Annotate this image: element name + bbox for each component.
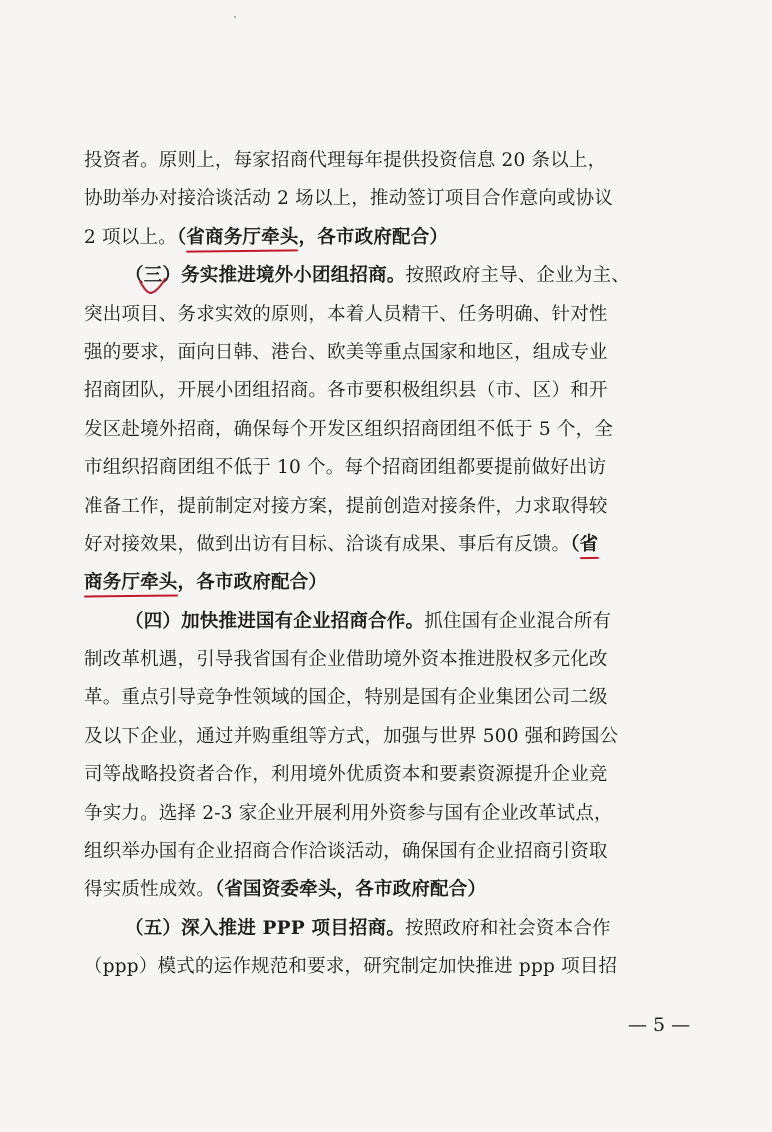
text-segment: 司等战略投资者合作，利用境外优质资本和要素资源提升企业竞 <box>84 764 608 786</box>
document-body <box>84 142 684 987</box>
text-segment: ，各市政府配合） <box>298 226 449 248</box>
text-segment: 按照政府和社会资本合作 <box>405 917 611 939</box>
text-line <box>84 564 684 602</box>
red-underlined-text: 商务厅牵头 <box>84 572 178 594</box>
text-segment: （ <box>176 226 187 248</box>
text-line <box>84 449 684 487</box>
page-number: — 5 — <box>628 1014 691 1036</box>
text-segment: 及以下企业，通过并购重组等方式，加强与世界 500 强和跨国公 <box>84 725 619 747</box>
text-segment: 市组织招商团组不低于 10 个。每个招商团组都要提前做好出访 <box>84 457 607 479</box>
text-segment: 准备工作，提前制定对接方案，提前创造对接条件，力求取得较 <box>84 495 608 517</box>
text-segment: 招商团队，开展小团组招商。各市要积极组织县（市、区）和开 <box>84 380 608 402</box>
text-segment: 争实力。选择 2-3 家企业开展利用外资参与国有企业改革试点， <box>84 802 613 824</box>
text-line <box>84 488 684 526</box>
text-line <box>84 219 684 257</box>
text-line <box>84 910 684 948</box>
text-line <box>84 142 684 180</box>
red-underlined-text: 省 <box>579 533 599 555</box>
text-segment: 2 项以上。 <box>84 226 177 248</box>
text-line <box>84 679 684 717</box>
text-segment: 革。重点引导竞争性领域的国企，特别是国有企业集团公司二级 <box>84 687 608 709</box>
text-segment: （ppp）模式的运作规范和要求，研究制定加快推进 ppp 项目招 <box>84 956 618 978</box>
text-segment: 协助举办对接洽谈活动 2 场以上，推动签订项目合作意向或协议 <box>84 188 614 210</box>
text-line <box>84 795 684 833</box>
text-line <box>84 718 684 756</box>
text-segment: ）务实推进境外小团组招商。 <box>162 265 406 287</box>
handwritten-marked-text: 三 <box>144 257 163 295</box>
red-underlined-text: 省商务厅牵头 <box>186 226 299 248</box>
text-segment: 投资者。原则上，每家招商代理每年提供投资信息 20 条以上， <box>84 150 607 171</box>
text-line <box>84 372 684 410</box>
text-segment: （省国资委牵头，各市政府配合） <box>214 879 487 901</box>
text-line <box>84 257 684 295</box>
text-segment: 组织举办国有企业招商合作洽谈活动，确保国有企业招商引资取 <box>84 841 608 863</box>
text-line <box>84 180 684 218</box>
text-segment: ，各市政府配合） <box>177 572 328 594</box>
text-line <box>84 603 684 641</box>
text-segment: 得实质性成效。 <box>84 879 215 901</box>
text-line <box>84 411 684 449</box>
text-line <box>84 334 684 372</box>
text-line <box>84 948 684 986</box>
scan-speck <box>234 16 236 18</box>
text-segment: 制改革机遇，引导我省国有企业借助境外资本推进股权多元化改 <box>84 649 608 671</box>
text-segment: 好对接效果，做到出访有目标、洽谈有成果、事后有反馈。 <box>84 533 571 555</box>
text-line <box>84 296 684 334</box>
text-segment: （ <box>125 265 144 287</box>
text-segment: 发区赴境外招商，确保每个开发区组织招商团组不低于 5 个，全 <box>84 418 614 440</box>
text-segment: 抓住国有企业混合所有 <box>424 610 612 632</box>
text-segment: （五）深入推进 PPP 项目招商。 <box>125 917 406 939</box>
text-line <box>84 526 684 564</box>
text-line <box>84 756 684 794</box>
text-segment: （四）加快推进国有企业招商合作。 <box>125 610 425 632</box>
text-line <box>84 871 684 909</box>
text-line <box>84 641 684 679</box>
text-segment: 强的要求，面向日韩、港台、欧美等重点国家和地区，组成专业 <box>84 341 608 363</box>
text-segment: 按照政府主导、企业为主、 <box>405 265 630 287</box>
text-line <box>84 833 684 871</box>
text-segment: （ <box>570 533 580 555</box>
text-segment: 突出项目、务求实效的原则，本着人员精干、任务明确、针对性 <box>84 303 608 325</box>
